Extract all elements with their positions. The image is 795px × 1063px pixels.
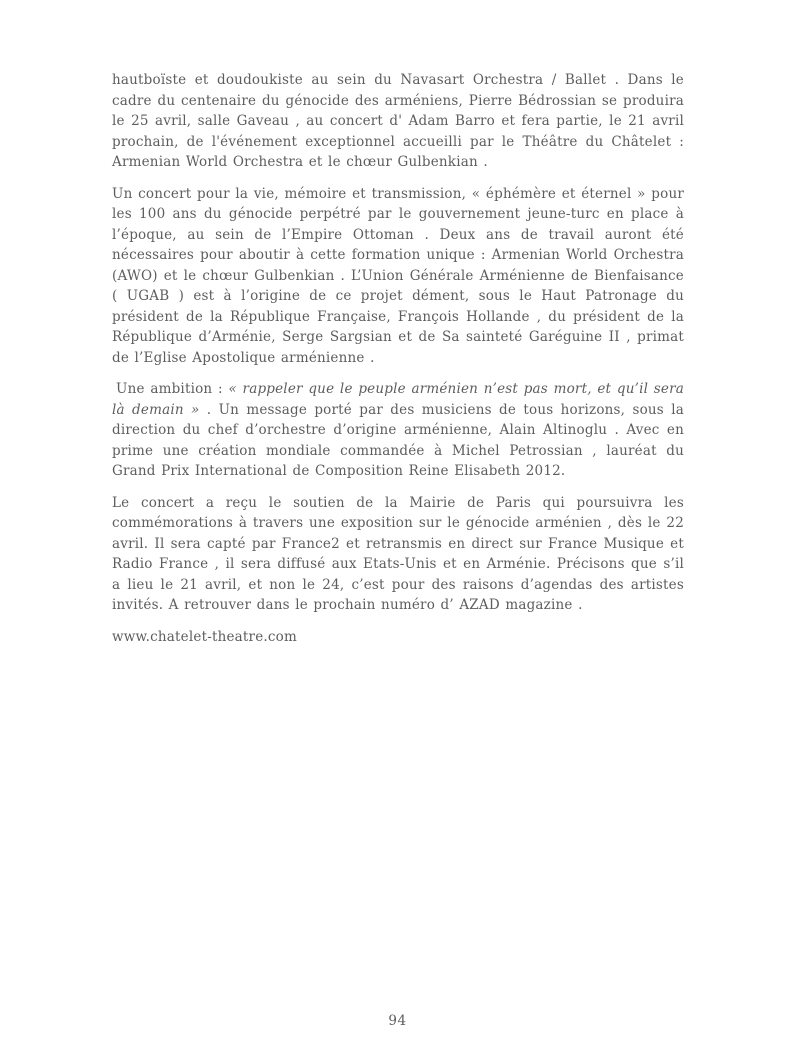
paragraph-ambition bbox=[112, 379, 684, 482]
website-url-text: www.chatelet-theatre.com bbox=[112, 628, 297, 645]
paragraph-concert: Un concert pour la vie, mémoire et transmission, « éphémère et éternel » pour les 100 ans du génocide perpétré par le gouvernement jeune-turc en place à l’époque, au sein de l’Empire Ottoman . Deux ans de travail auront été nécessaires pour aboutir à cette formation unique : Armenian World Orchestra (AWO) et le chœur Gulbenkian . L’Union Générale Arménienne de Bienfaisance ( UGAB ) est à l’origine de ce projet dément, sous le Haut Patronage du président de la République Française, François Hollande , du président de la République d’Arménie, Serge Sargsian et de Sa sainteté Garéguine II , primat de l’Eglise Apostolique arménienne . bbox=[112, 185, 684, 366]
paragraph-intro: hautboïste et doudoukiste au sein du Navasart Orchestra / Ballet . Dans le cadre du centenaire du génocide des arméniens, Pierre Bédrossian se produira le 25 avril, salle Gaveau , au concert d' Adam Barro et fera partie, le 21 avril prochain, de l'événement exceptionnel accueilli par le Théâtre du Châtelet : Armenian World Orchestra et le chœur Gulbenkian . bbox=[112, 72, 684, 170]
page-body bbox=[112, 70, 684, 658]
ambition-tail-text: . Un message porté par des musiciens de tous horizons, sous la direction du chef d’orchestre d’origine arménienne, Alain Altinoglu . Avec en prime une création mondiale commandée à Michel Petrossian , lauréat du Grand Prix International de Composition Reine Elisabeth 2012. bbox=[112, 401, 684, 479]
ambition-lead-text: Une ambition : bbox=[116, 381, 229, 397]
page-footer bbox=[0, 1010, 795, 1029]
paragraph-soutien: Le concert a reçu le soutien de la Mairie de Paris qui poursuivra les commémorations à travers une exposition sur le génocide arménien , dès le 22 avril. Il sera capté par France2 et retransmis en direct sur France Musique et Radio France , il sera diffusé aux Etats-Unis et en Arménie. Précisons que s’il a lieu le 21 avril, et non le 24, c’est pour des raisons d’agendas des artistes invités. A retrouver dans le prochain numéro d’ AZAD magazine . bbox=[112, 494, 684, 613]
page-number: 94 bbox=[388, 1013, 407, 1029]
ambition-quote-italic: « rappeler que le peuple arménien n’est pas mort, et qu’il sera là demain » bbox=[112, 381, 685, 418]
